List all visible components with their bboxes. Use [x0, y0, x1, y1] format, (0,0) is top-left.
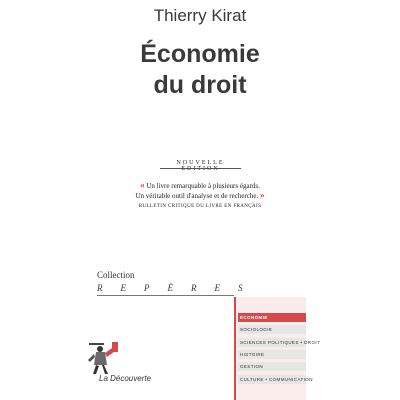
collection-label: Collection: [97, 270, 135, 280]
quote-source: BULLETIN CRITIQUE DU LIVRE EN FRANÇAIS: [138, 204, 262, 209]
title-line-1: Économie: [140, 40, 260, 68]
category-sciences-politiques-droit: SCIENCES POLITIQUES • DROIT: [240, 340, 321, 345]
quote-text-2: Un véritable outil d'analyse et de recherche.: [135, 192, 259, 200]
publisher-name: La Découverte: [99, 374, 152, 383]
edition-divider: [160, 168, 241, 169]
quote-text-1: Un livre remarquable à plusieurs égards.: [146, 182, 260, 190]
author-name: Thierry Kirat: [153, 6, 247, 25]
open-quote-mark: «: [140, 180, 145, 190]
title-line-2: du droit: [153, 71, 247, 99]
collection-name: REPÈRES: [97, 283, 261, 293]
town-crier-figure-icon: [82, 340, 126, 376]
category-culture-communication: CULTURE • COMMUNICATION: [240, 377, 313, 382]
category-histoire: HISTOIRE: [238, 350, 306, 359]
category-accent-bar: [234, 297, 236, 400]
edition-label: NOUVELLE ÉDITION: [176, 160, 225, 172]
category-sociologie: SOCIOLOGIE: [238, 325, 306, 334]
close-quote-mark: »: [259, 190, 265, 200]
collection-divider: [97, 295, 234, 296]
category-gestion: GESTION: [238, 362, 306, 371]
category-economie: ÉCONOMIE: [238, 313, 306, 322]
